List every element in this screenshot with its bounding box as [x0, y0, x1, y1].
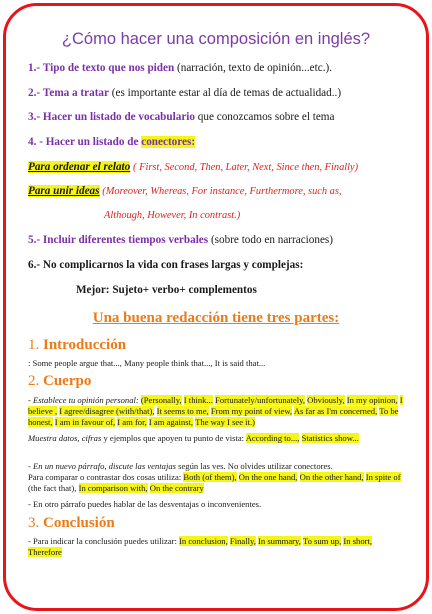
- conclusion-phrase: In short,: [343, 536, 373, 546]
- compare-phrase: On the contrary: [149, 483, 204, 494]
- step-3-number: 3.-: [28, 111, 41, 123]
- section-body-heading: [28, 373, 91, 390]
- step-5-number: 5.-: [28, 234, 41, 246]
- section-intro-number: 1.: [28, 337, 40, 353]
- compare-phrase: On the one hand,: [238, 472, 298, 483]
- opinion-phrase: (Personally,: [140, 395, 182, 405]
- step-4-highlight: conectores:: [141, 136, 196, 148]
- conclusion-phrase: In conclusion,: [179, 536, 228, 546]
- data-phrase: Statistics show...: [301, 433, 359, 443]
- opinion-phrase: The way I see it.): [195, 417, 255, 428]
- connectors-order: [28, 161, 358, 173]
- step-2-detail: (es importante estar al día de temas de actualidad..): [111, 87, 342, 99]
- advantages-lead-italic: - En un nuevo párrafo, discute las ventajas: [28, 461, 176, 471]
- advantages-lead: según las ves. No olvides utilizar conectores.: [178, 461, 333, 471]
- section-body-title: Cuerpo: [43, 373, 92, 389]
- opinion-phrase: I agree/disagree (with/that),: [59, 406, 155, 417]
- order-list: ( First, Second, Then, Later, Next, Since then, Finally): [133, 162, 359, 173]
- opinion-lead: - Establece tu opinión personal:: [28, 395, 139, 405]
- section-intro-heading: [28, 337, 126, 354]
- conclusion-paragraph: [28, 536, 404, 558]
- opinion-phrase: To be honest,: [28, 406, 399, 428]
- data-phrase: According to...,: [245, 433, 300, 443]
- join-label: Para unir ideas: [28, 185, 100, 197]
- conclusion-phrase: In summary,: [258, 536, 301, 546]
- step-4-label: Hacer un listado de: [45, 136, 139, 148]
- compare-phrase: On the other hand,: [299, 472, 364, 483]
- step-3: [28, 111, 334, 123]
- page-title: ¿Cómo hacer una composición en inglés?: [61, 30, 371, 48]
- join-list-1: (Moreover, Whereas, For instance, Furthermore, such as,: [102, 186, 342, 197]
- step-1-detail: (narración, texto de opinión...etc.).: [177, 62, 333, 74]
- step-6: [28, 259, 303, 271]
- step-4: [28, 136, 195, 148]
- step-5-label: Incluir diferentes tiempos verbales: [42, 234, 209, 246]
- step-4-number: 4. -: [28, 136, 43, 148]
- section-conclusion-number: 3.: [28, 515, 40, 531]
- compare-phrase: In comparison with,: [78, 483, 148, 494]
- section-conclusion-heading: [28, 515, 115, 532]
- section-intro-text: : Some people argue that..., Many people think that..., It is said that...: [28, 358, 266, 368]
- opinion-phrase: I am in favour of,: [54, 417, 116, 428]
- opinion-phrase: I am against,: [148, 417, 194, 428]
- step-2: [28, 87, 341, 99]
- opinion-phrase: It seems to me,: [156, 406, 209, 417]
- opinion-phrase: I think...: [183, 395, 213, 405]
- compare-phrase: Both (of them),: [183, 472, 237, 483]
- step-1: [28, 62, 332, 74]
- subheading: Una buena redacción tiene tres partes:: [92, 310, 340, 326]
- data-lead: y ejemplos que apoyen tu punto de vista:: [103, 433, 245, 443]
- step-3-label: Hacer un listado de vocabulario: [42, 111, 195, 123]
- opinion-phrase: In my opinion,: [346, 395, 398, 405]
- connectors-join-cont: [104, 209, 240, 221]
- section-body-number: 2.: [28, 373, 40, 389]
- step-2-number: 2.-: [28, 87, 41, 99]
- data-lead-italic: Muestra datos, cifras: [28, 433, 102, 443]
- step-1-number: 1.-: [28, 62, 41, 74]
- order-label: Para ordenar el relato: [28, 161, 131, 173]
- mejor-structure: Mejor: Sujeto+ verbo+ complementos: [76, 284, 257, 296]
- body-opinion-paragraph: [28, 395, 404, 429]
- body-advantages-paragraph: [28, 461, 404, 495]
- step-2-label: Tema a tratar: [42, 87, 109, 99]
- opinion-phrase: Fortunately/unfortunately,: [215, 395, 305, 405]
- join-list-2: Although, However, In contrast.): [104, 210, 241, 221]
- step-5-detail: (sobre todo en narraciones): [210, 234, 334, 246]
- opinion-phrase: From my point of view,: [210, 406, 293, 417]
- section-intro-title: Introducción: [43, 337, 127, 353]
- conclusion-phrase: To sum up,: [302, 536, 342, 546]
- opinion-phrase: I believe ,: [28, 395, 403, 417]
- compare-mid: (the fact that),: [28, 483, 77, 494]
- step-6-label: No complicarnos la vida con frases largas y complejas:: [42, 259, 304, 271]
- step-3-detail: que conozcamos sobre el tema: [197, 111, 335, 123]
- opinion-phrase: Obviously,: [307, 395, 345, 405]
- connectors-join: [28, 185, 342, 197]
- section-conclusion-title: Conclusión: [43, 515, 115, 531]
- opinion-phrase: I am for,: [117, 417, 147, 428]
- compare-lead: Para comparar o contrastar dos cosas utiliza:: [28, 472, 182, 483]
- step-1-label: Tipo de texto que nos piden: [42, 62, 175, 74]
- step-6-number: 6.-: [28, 259, 41, 271]
- step-5: [28, 234, 333, 246]
- compare-phrase: In spite of: [365, 472, 401, 483]
- conclusion-phrase: Finally,: [229, 536, 256, 546]
- body-disadvantages-text: - En otro párrafo puedes hablar de las desventajas o inconvenientes.: [28, 499, 262, 509]
- opinion-phrase: As far as I'm concerned,: [293, 406, 378, 417]
- body-data-paragraph: [28, 433, 404, 444]
- conclusion-lead: - Para indicar la conclusión puedes utilizar:: [28, 536, 177, 546]
- conclusion-phrase: Therefore: [28, 547, 62, 558]
